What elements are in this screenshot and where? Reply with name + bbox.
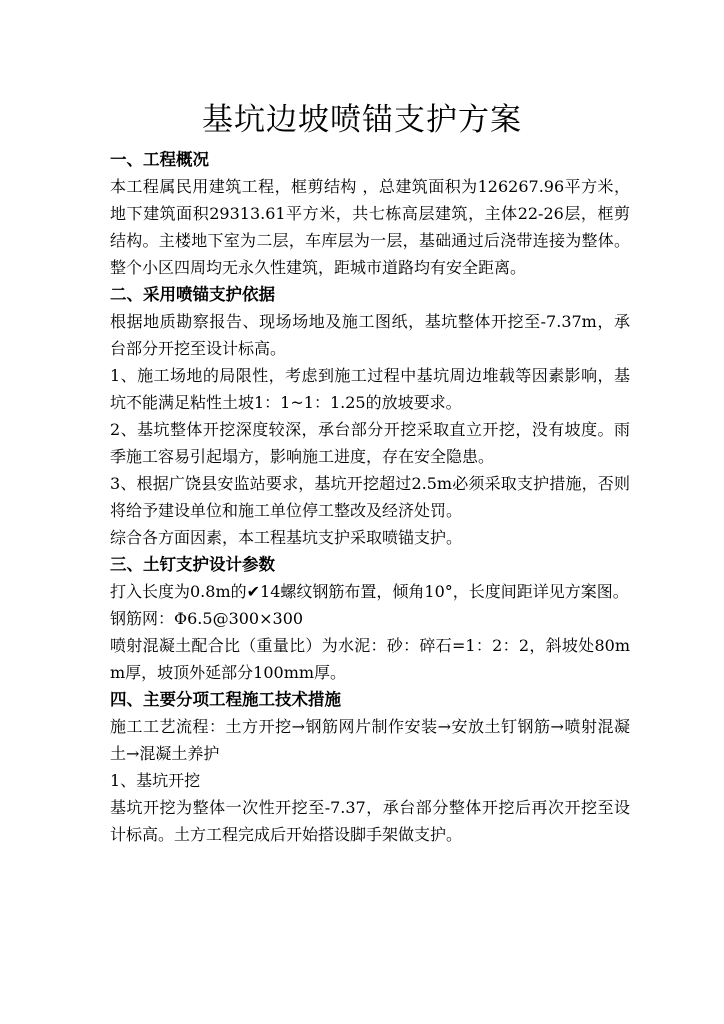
document-body — [110, 146, 630, 848]
soil-nail-text-a: 打入长度为0.8m的 — [110, 582, 247, 601]
overview-paragraph: 本工程属民用建筑工程，框剪结构 ，总建筑面积为126267.96平方米，地下建筑面积29313.61平方米，共七栋高层建筑，主体22-26层，框剪结构。主楼地下室为二层，车库层为一层，基础通过后浇带连接为整体。整个小区四周均无永久性建筑，距城市道路均有安全距离。 — [110, 177, 630, 277]
document-title: 基坑边坡喷锚支护方案 — [202, 102, 522, 138]
section-heading-parameters: 三、土钉支护设计参数 — [110, 555, 275, 574]
rebar-diameter-symbol-icon: ✔ — [246, 582, 261, 601]
section-heading-measures: 四、主要分项工程施工技术措施 — [110, 690, 341, 709]
subsection-excavation-heading: 1、基坑开挖 — [110, 771, 201, 790]
basis-intro-paragraph: 根据地质勘察报告、现场场地及施工图纸，基坑整体开挖至-7.37m，承台部分开挖至设计标高。 — [110, 312, 630, 358]
section-heading-overview: 一、工程概况 — [110, 150, 209, 169]
basis-item-2: 2、基坑整体开挖深度较深，承台部分开挖采取直立开挖，没有坡度。雨季施工容易引起塌方，影响施工进度，存在安全隐患。 — [110, 420, 630, 466]
basis-conclusion: 综合各方面因素，本工程基坑支护采取喷锚支护。 — [110, 528, 463, 547]
soil-nail-paragraph — [110, 578, 630, 605]
soil-nail-text-b: 14螺纹钢筋布置，倾角10°，长度间距详见方案图。 — [260, 582, 629, 601]
shotcrete-mix-paragraph: 喷射混凝土配合比（重量比）为水泥：砂：碎石=1：2：2，斜坡处80mm厚，坡顶外延部分100mm厚。 — [110, 636, 630, 682]
basis-item-3: 3、根据广饶县安监站要求，基坑开挖超过2.5m必须采取支护措施，否则将给予建设单位和施工单位停工整改及经济处罚。 — [110, 474, 630, 520]
process-flow-paragraph: 施工工艺流程：土方开挖→钢筋网片制作安装→安放土钉钢筋→喷射混凝土→混凝土养护 — [110, 717, 630, 763]
basis-item-1: 1、施工场地的局限性，考虑到施工过程中基坑周边堆载等因素影响，基坑不能满足粘性土坡1：1~1：1.25的放坡要求。 — [110, 366, 630, 412]
section-heading-basis: 二、采用喷锚支护依据 — [110, 285, 275, 304]
mesh-paragraph: 钢筋网：Φ6.5@300×300 — [110, 609, 304, 628]
excavation-paragraph: 基坑开挖为整体一次性开挖至-7.37，承台部分整体开挖后再次开挖至设计标高。土方工程完成后开始搭设脚手架做支护。 — [110, 798, 630, 844]
